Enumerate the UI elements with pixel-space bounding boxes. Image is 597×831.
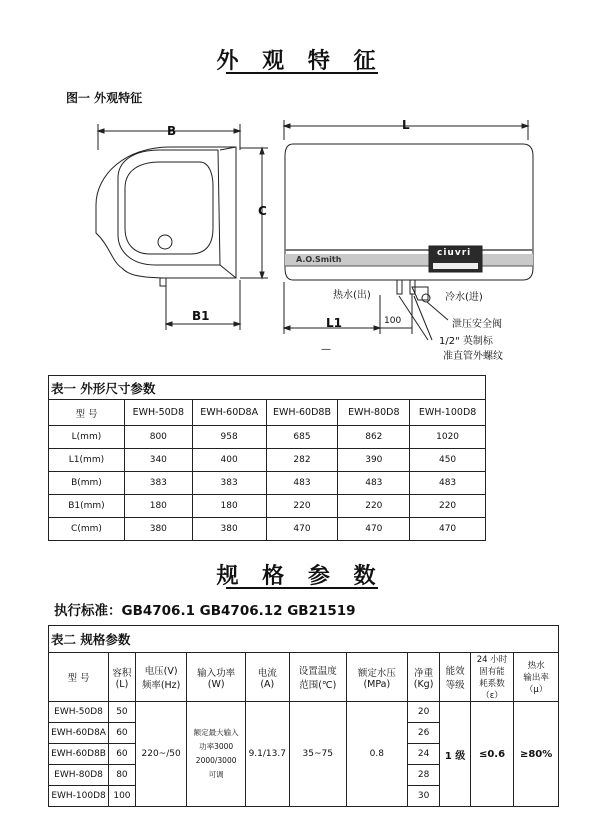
- weight-cell: 24: [407, 744, 440, 765]
- spec-title: 规 格 参 数: [216, 564, 384, 589]
- table-row: [49, 449, 486, 472]
- pressure-cell: 0.8: [346, 702, 407, 807]
- cold-water-label: 冷水(进): [445, 292, 483, 303]
- table-row: [49, 426, 486, 449]
- table-cell: 1020: [410, 426, 486, 449]
- table-row: [49, 472, 486, 495]
- table2-caption: 表二 规格参数: [49, 626, 559, 653]
- table1-header-cell: 型 号: [49, 400, 125, 426]
- weight-cell: 20: [407, 702, 440, 723]
- title-underline: [226, 72, 378, 74]
- header-temperature: 设置温度 范围(℃): [289, 653, 346, 702]
- table-cell: 220: [410, 495, 486, 518]
- table-cell: 483: [410, 472, 486, 495]
- table1-header-cell: EWH-60D8A: [192, 400, 266, 426]
- model-cell: EWH-60D8A: [49, 723, 109, 744]
- table-cell: 470: [266, 518, 338, 541]
- dim-b-label: B: [167, 124, 177, 138]
- dash-mark: —: [321, 344, 331, 355]
- table-cell: 862: [338, 426, 410, 449]
- table-cell: 220: [338, 495, 410, 518]
- table-row: [49, 495, 486, 518]
- header-pressure: 额定水压 (MPa): [346, 653, 407, 702]
- model-cell: EWH-60D8B: [49, 744, 109, 765]
- model-cell: EWH-50D8: [49, 702, 109, 723]
- weight-cell: 28: [407, 765, 440, 786]
- capacity-cell: 50: [109, 702, 136, 723]
- table-cell: 380: [124, 518, 192, 541]
- grade-cell: 1 级: [440, 702, 470, 807]
- table-cell: 400: [192, 449, 266, 472]
- table-cell: 685: [266, 426, 338, 449]
- table-row: [49, 702, 559, 723]
- table-cell: L(mm): [49, 426, 125, 449]
- table-cell: B1(mm): [49, 495, 125, 518]
- voltage-cell: 220~/50: [135, 702, 187, 807]
- table-cell: 282: [266, 449, 338, 472]
- model-cell: EWH-80D8: [49, 765, 109, 786]
- temperature-cell: 35~75: [289, 702, 346, 807]
- hot-water-label: 热水(出): [333, 290, 371, 301]
- table-cell: 450: [410, 449, 486, 472]
- page-title: 外 观 特 征: [216, 49, 384, 74]
- header-power: 输入功率 (W): [187, 653, 245, 702]
- standard-line: 执行标准：GB4706.1 GB4706.12 GB21519: [54, 603, 356, 619]
- table-cell: 470: [410, 518, 486, 541]
- table-cell: 800: [124, 426, 192, 449]
- capacity-cell: 80: [109, 765, 136, 786]
- thread-spec-line1: 1/2" 英制标: [439, 336, 493, 347]
- loss-cell: ≤0.6: [470, 702, 513, 807]
- table-cell: 180: [192, 495, 266, 518]
- figure-caption: 图一 外观特征: [66, 91, 143, 105]
- dim-c-label: C: [258, 204, 267, 218]
- table-cell: 383: [124, 472, 192, 495]
- header-capacity: 容积 (L): [109, 653, 136, 702]
- table-cell: 180: [124, 495, 192, 518]
- table-cell: 383: [192, 472, 266, 495]
- table1-header-cell: EWH-100D8: [410, 400, 486, 426]
- table-cell: 958: [192, 426, 266, 449]
- capacity-cell: 60: [109, 744, 136, 765]
- capacity-cell: 100: [109, 786, 136, 807]
- dim-l-label: L: [402, 118, 410, 132]
- dim-100-label: 100: [384, 316, 402, 326]
- output-cell: ≥80%: [514, 702, 559, 807]
- table-cell: 483: [338, 472, 410, 495]
- capacity-cell: 60: [109, 723, 136, 744]
- table1-caption: 表一 外形尺寸参数: [49, 376, 486, 400]
- weight-cell: 30: [407, 786, 440, 807]
- table-cell: 483: [266, 472, 338, 495]
- dim-l1-label: L1: [326, 316, 342, 330]
- appearance-drawing: [0, 110, 597, 370]
- header-weight: 净重 (Kg): [407, 653, 440, 702]
- header-model: 型 号: [49, 653, 109, 702]
- table-cell: 390: [338, 449, 410, 472]
- header-output: 热水 输出率 （μ）: [514, 653, 559, 702]
- table-cell: 220: [266, 495, 338, 518]
- table-cell: 340: [124, 449, 192, 472]
- brand-logo: A.O.Smith: [296, 255, 342, 264]
- model-cell: EWH-100D8: [49, 786, 109, 807]
- spec-title-underline: [226, 587, 378, 589]
- dim-b1-label: B1: [192, 309, 210, 323]
- weight-cell: 26: [407, 723, 440, 744]
- power-cell: 额定最大输入 功率3000 2000/3000 可调: [187, 702, 245, 807]
- header-loss: 24 小时 固有能 耗系数 （ε）: [470, 653, 513, 702]
- header-grade: 能效 等级: [440, 653, 470, 702]
- display-brand: ciuvri: [437, 248, 472, 258]
- dimensions-table: [48, 375, 486, 541]
- table1-header-cell: EWH-50D8: [124, 400, 192, 426]
- table-cell: 380: [192, 518, 266, 541]
- specs-table: [48, 625, 559, 807]
- table1-header-cell: EWH-60D8B: [266, 400, 338, 426]
- thread-spec-line2: 准直管外螺纹: [443, 351, 503, 362]
- table1-header-cell: EWH-80D8: [338, 400, 410, 426]
- table-cell: C(mm): [49, 518, 125, 541]
- header-voltage: 电压(V) 频率(Hz): [135, 653, 187, 702]
- header-current: 电流 (A): [245, 653, 289, 702]
- table-cell: B(mm): [49, 472, 125, 495]
- table-cell: L1(mm): [49, 449, 125, 472]
- current-cell: 9.1/13.7: [245, 702, 289, 807]
- table-cell: 470: [338, 518, 410, 541]
- relief-valve-label: 泄压安全阀: [452, 319, 502, 330]
- table-row: [49, 518, 486, 541]
